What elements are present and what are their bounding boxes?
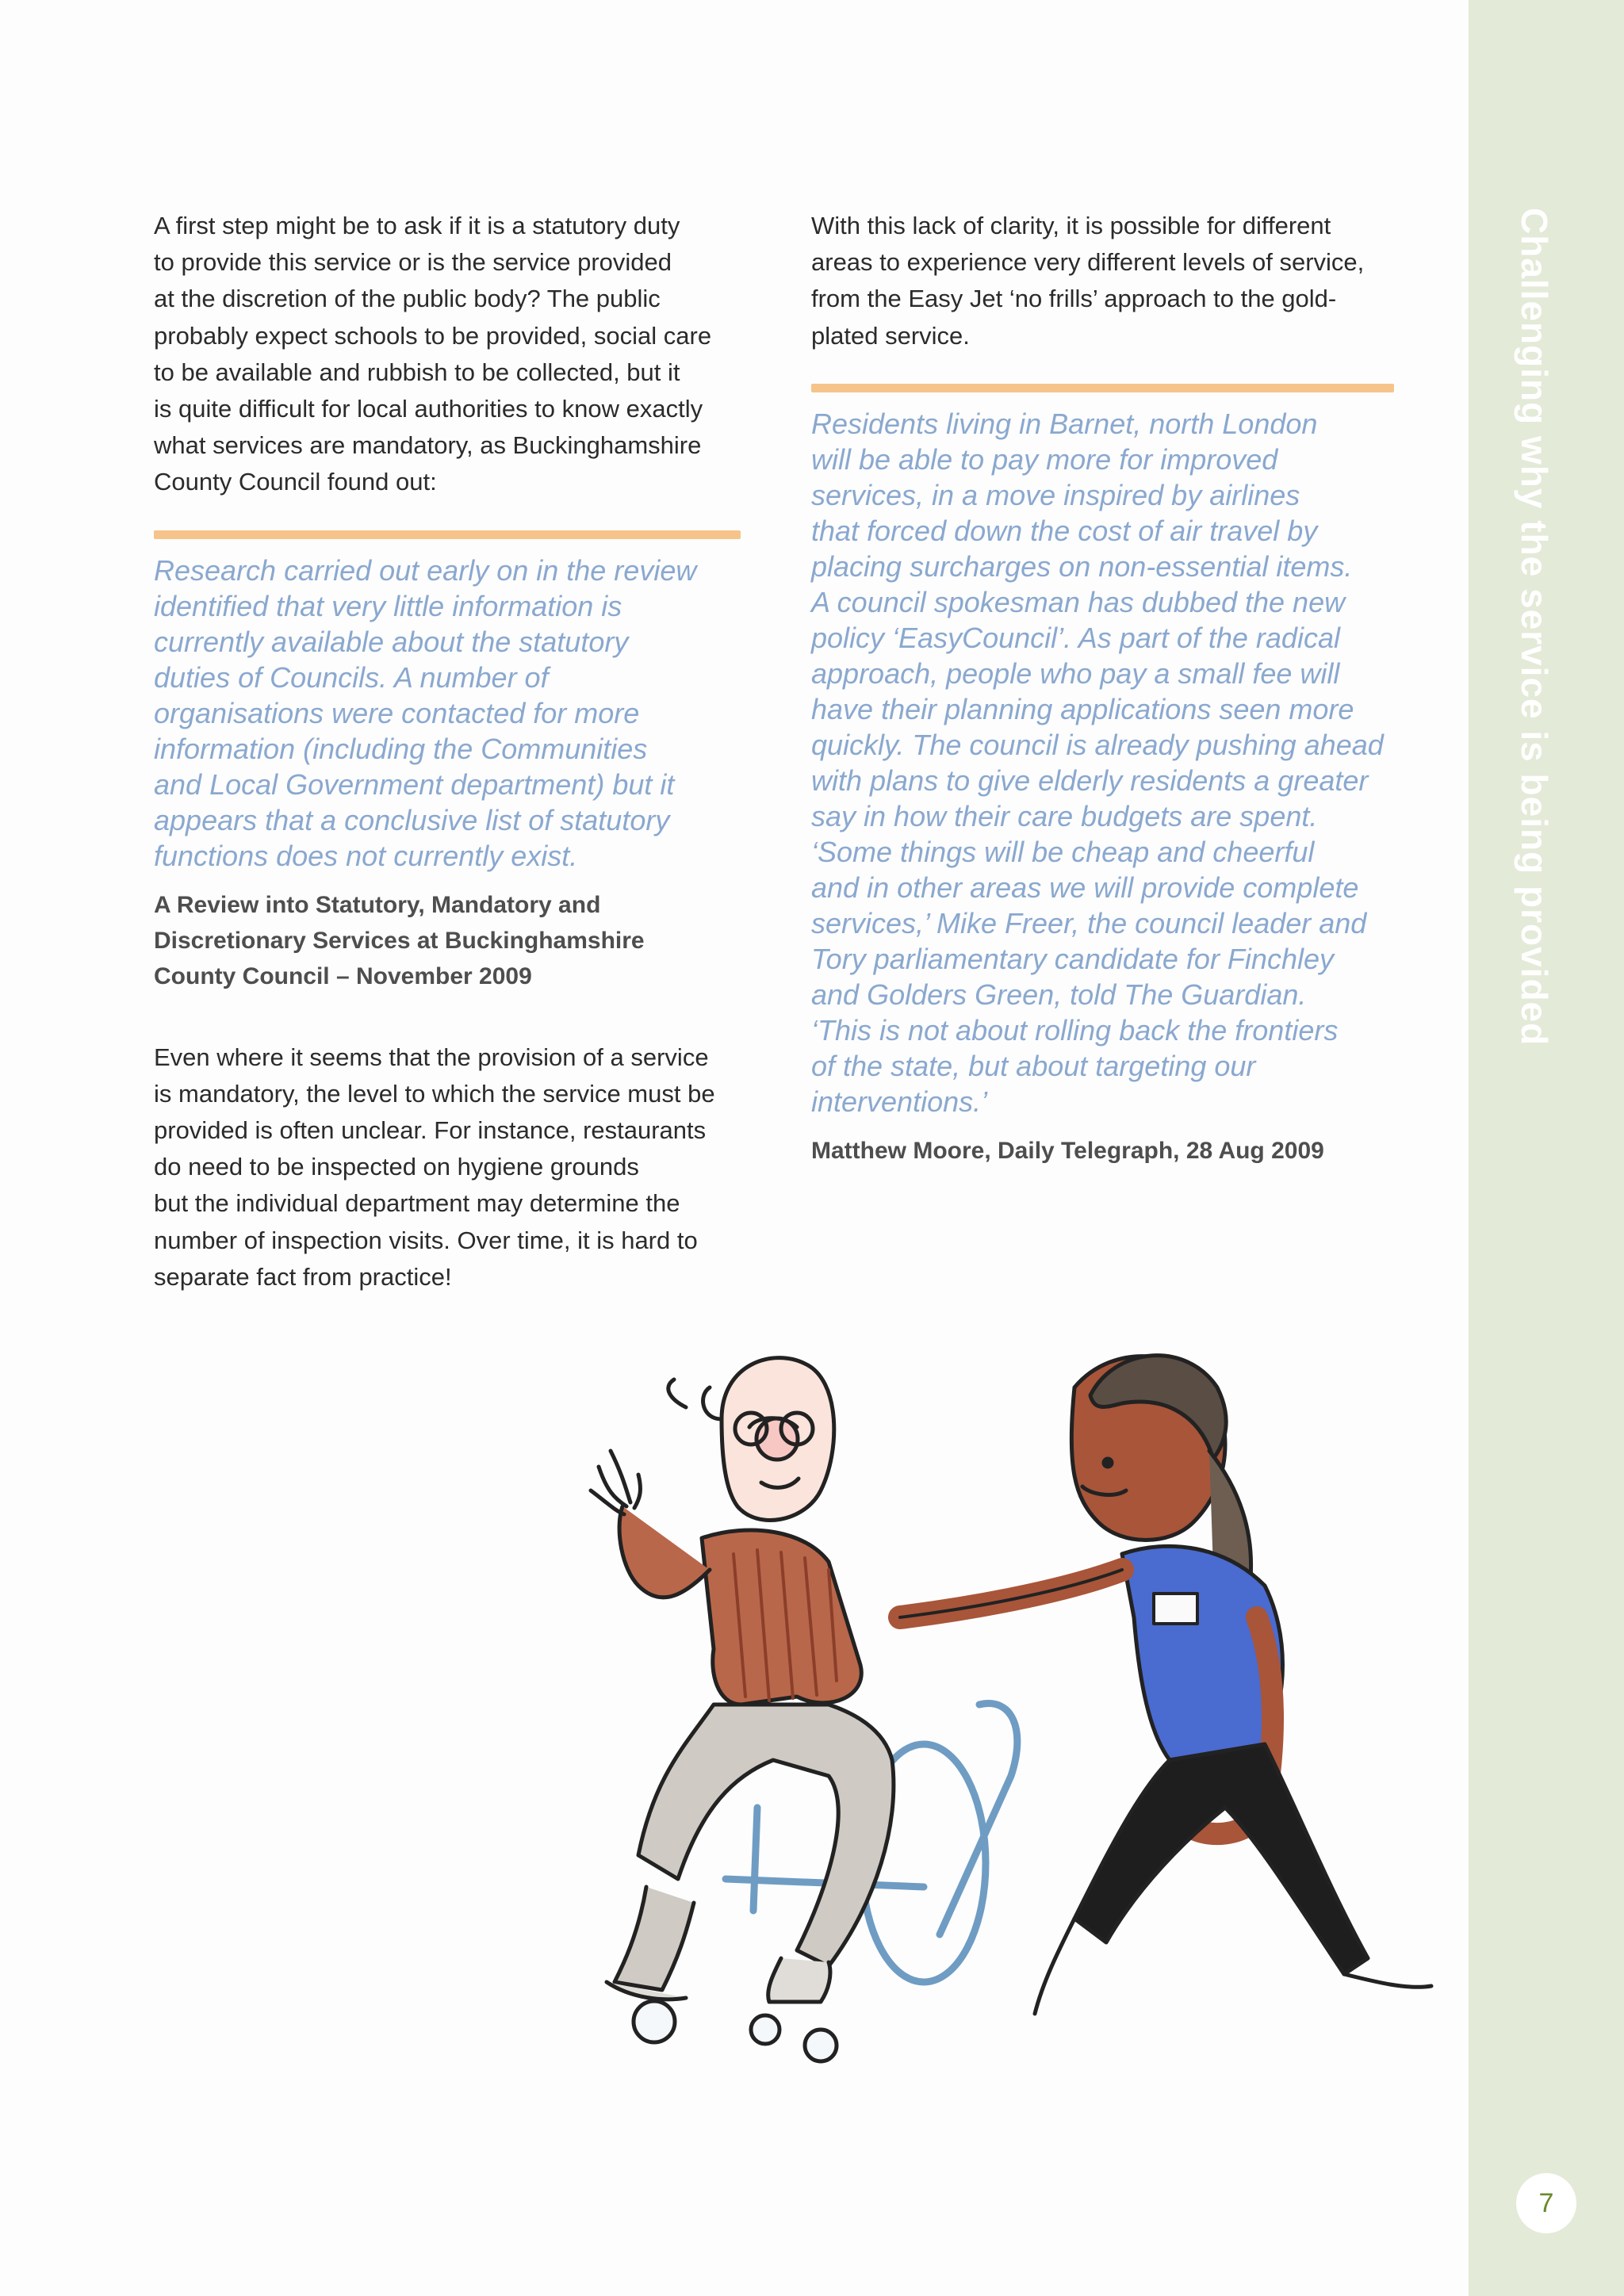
quote-line: that forced down the cost of air travel by: [811, 514, 1318, 547]
section-title: Challenging why the service is being provided: [1514, 208, 1555, 1047]
right-column: [811, 208, 1394, 1169]
quote-line: functions does not currently exist.: [154, 839, 578, 872]
source-line: County Council – November 2009: [154, 962, 532, 989]
quote-line: information (including the Communities: [154, 732, 648, 765]
quote-line: currently available about the statutory: [154, 625, 629, 658]
text-line: provided is often unclear. For instance, restaurants: [154, 1116, 707, 1145]
quote-divider: [811, 384, 1394, 392]
quote-line: Tory parliamentary candidate for Finchley: [811, 942, 1334, 975]
quote-line: appears that a conclusive list of statutory: [154, 803, 670, 836]
text-line: number of inspection visits. Over time, it is hard to: [154, 1226, 698, 1254]
text-line: what services are mandatory, as Buckinghamshire: [154, 431, 702, 460]
outro-paragraph: [154, 1039, 741, 1295]
quote-line: ‘This is not about rolling back the frontiers: [811, 1013, 1339, 1047]
intro-paragraph: [154, 208, 741, 501]
text-line: to be available and rubbish to be collected, but it: [154, 358, 680, 386]
quote-line: and Local Government department) but it: [154, 767, 675, 801]
text-line: plated service.: [811, 321, 970, 350]
text-line: but the individual department may determine the: [154, 1189, 680, 1218]
text-line: is mandatory, the level to which the service must be: [154, 1079, 715, 1108]
text-line: do need to be inspected on hygiene grounds: [154, 1153, 639, 1181]
quote-line: interventions.’: [811, 1085, 988, 1118]
quote-line: quickly. The council is already pushing ahead: [811, 728, 1384, 761]
quote-source: [154, 887, 741, 994]
text-line: to provide this service or is the service provided: [154, 248, 672, 277]
quote-line: policy ‘EasyCouncil’. As part of the radical: [811, 621, 1340, 654]
quote-line: A council spokesman has dubbed the new: [811, 585, 1346, 618]
pull-quote: [154, 553, 741, 874]
quote-line: Residents living in Barnet, north London: [811, 407, 1318, 440]
elderly-man: [591, 1358, 894, 2002]
text-line: probably expect schools to be provided, social care: [154, 321, 712, 350]
quote-line: say in how their care budgets are spent.: [811, 799, 1318, 832]
text-line: from the Easy Jet ‘no frills’ approach to the gold-: [811, 285, 1337, 313]
source-line: Discretionary Services at Buckinghamshire: [154, 927, 645, 954]
quote-line: with plans to give elderly residents a greater: [811, 763, 1369, 797]
quote-line: and in other areas we will provide complete: [811, 871, 1359, 904]
source-line: Matthew Moore, Daily Telegraph, 28 Aug 2009: [811, 1137, 1324, 1164]
text-line: Even where it seems that the provision of a service: [154, 1043, 709, 1071]
carer-and-wheelchair-illustration: [567, 1332, 1455, 2069]
source-line: A Review into Statutory, Mandatory and: [154, 891, 601, 918]
text-line: County Council found out:: [154, 468, 437, 496]
quote-line: of the state, but about targeting our: [811, 1049, 1256, 1082]
text-line: is quite difficult for local authorities to know exactly: [154, 395, 703, 423]
quote-line: services,’ Mike Freer, the council leader and: [811, 906, 1367, 939]
text-line: separate fact from practice!: [154, 1262, 452, 1291]
quote-line: have their planning applications seen more: [811, 692, 1354, 725]
pull-quote: [811, 406, 1394, 1119]
quote-line: and Golders Green, told The Guardian.: [811, 978, 1307, 1011]
quote-line: placing surcharges on non-essential items.: [811, 549, 1353, 583]
quote-line: organisations were contacted for more: [154, 696, 640, 729]
quote-source: [811, 1133, 1394, 1169]
quote-line: will be able to pay more for improved: [811, 442, 1278, 476]
page-number: 7: [1516, 2173, 1576, 2233]
quote-divider: [154, 530, 741, 539]
quote-line: approach, people who pay a small fee will: [811, 656, 1340, 690]
quote-line: Research carried out early on in the review: [154, 553, 697, 587]
quote-line: identified that very little information is: [154, 589, 622, 622]
text-line: A first step might be to ask if it is a statutory duty: [154, 212, 680, 239]
left-column: [154, 208, 741, 1295]
text-line: With this lack of clarity, it is possible for different: [811, 212, 1331, 239]
quote-line: services, in a move inspired by airlines: [811, 478, 1300, 511]
text-line: at the discretion of the public body? The public: [154, 285, 661, 313]
intro-paragraph: [811, 208, 1394, 354]
quote-line: duties of Councils. A number of: [154, 660, 549, 694]
text-line: areas to experience very different levels of service,: [811, 248, 1365, 277]
quote-line: ‘Some things will be cheap and cheerful: [811, 835, 1315, 868]
